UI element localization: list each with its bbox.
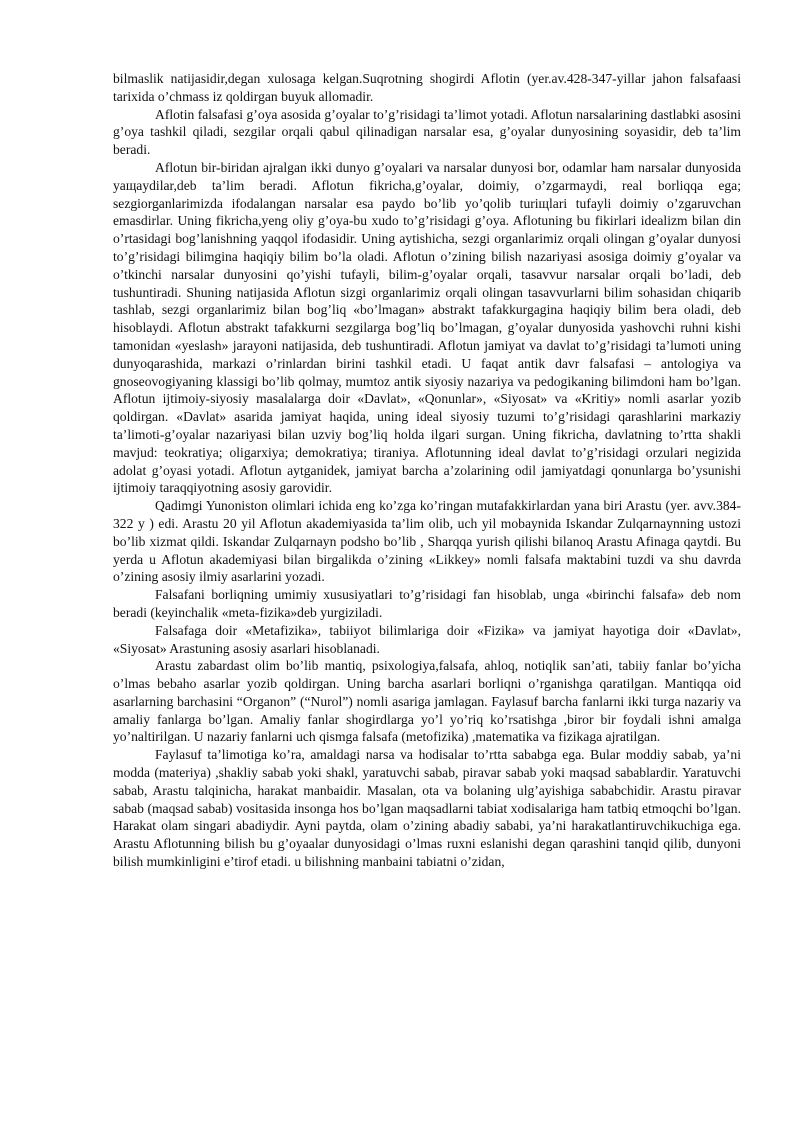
paragraph-1: bilmaslik natijasidir,degan xulosaga kelgan.Suqrotning shogirdi Aflotin (yer.av.428-347-yillar jahon falsafaasi tarixida o’chmass iz qoldirgan buyuk allomadir. bbox=[113, 71, 741, 104]
paragraph-4: Qadimgi Yunoniston olimlari ichida eng ko’zga ko’ringan mutafakkirlardan yana biri Arastu (yer. avv.384-322 y ) edi. Arastu 20 yil Aflotun akademiyasida ta’lim olib, uch yil mobaynida Iskandar Zulqarnaynning ustozi bo’lib xizmat qildi. Iskandar Zulqarnayn podsho bo’lib , Sharqqa yurish qilishi bilanoq Arastu Afinaga qaytdi. Bu yerda u Aflotun akademiyasi bilan birgalikda o’zining «Likkey» nomli falsafa maktabini tuzdi va shu davrda o’zining asosiy ilmiy asarlarini yozadi. bbox=[113, 498, 741, 585]
paragraph-8: Faylasuf ta’limotiga ko’ra, amaldagi narsa va hodisalar to’rtta sababga ega. Bular moddiy sabab, ya’ni modda (materiya) ,shakliy sabab yoki shakl, yaratuvchi sabab, piravar sabab yoki maqsad sabablardir. Yaratuvchi sabab, Arastu talqinicha, harakat manbaidir. Masalan, ota va bolaning ulg’ayishiga sababchidir. Arastu piravar sabab (maqsad sabab) vositasida insonga hos bo’lgan maqsadlarni tabiat xodisalariga ham tatbiq etmoqchi bo’lgan. Harakat olam singari abadiydir. Ayni paytda, olam o’zining abadiy sababi, ya’ni harakatlantiruvchikuchiga ega. Arastu Aflotunning bilish bu g’oyaalar dunyosidagi o’lmas ruxni eslanishi degan qarashini tanqid qilib, dunyoni bilish mumkinligini e’tirof etadi. u bilishning manbaini tabiatni o’zidan, bbox=[113, 747, 741, 870]
paragraph-7: Arastu zabardast olim bo’lib mantiq, psixologiya,falsafa, ahloq, notiqlik san’ati, tabiiy fanlar bo’yicha o’lmas bebaho asarlar yozib qoldirgan. Uning barcha asarlari borliqni o’rganishga qaratilgan. Mantiqqa oid asarlarning barchasini “Organon” (“Nurol”) nomli asariga jamlagan. Faylasuf barcha fanlarni ikki turga nazariy va amaliy fanlarga bo’lgan. Amaliy fanlar shogirdlarga yo’l yo’riq ko’rsatishga ,biror bir foydali ishni amalga yo’naltirilgan. U nazariy fanlarni uch qismga falsafa (metofizika) ,matematika va fizikaga ajratilgan. bbox=[113, 658, 741, 745]
paragraph-6: Falsafaga doir «Metafizika», tabiiyot bilimlariga doir «Fizika» va jamiyat hayotiga doir «Davlat», «Siyosat» Arastuning asosiy asarlari hisoblanadi. bbox=[113, 622, 741, 656]
document-page bbox=[113, 70, 741, 871]
paragraph-5: Falsafani borliqning umimiy xususiyatlari to’g’risidagi fan hisoblab, unga «birinchi falsafa» deb nom beradi (keyinchalik «meta-fizika»deb yurgiziladi. bbox=[113, 587, 741, 620]
paragraph-3: Aflotun bir-biridan ajralgan ikki dunyo g’oyalari va narsalar dunyosi bor, odamlar ham narsalar dunyosida yaщaydilar,deb ta’lim beradi. Aflotun fikricha,g’oyalar, doimiy, o’zgarmaydi, real borliqqa ega; sezgiorganlarimizda ifodalangan narsalar esa paydo bo’lib yo’qolib turiщlari tufayli doimiy o’zgaruvchan emasdirlar. Uning fikricha,yeng oliy g’oya-bu xudo to’g’risidagi g’oya. Aflotuning bu fikirlari idealizm bilan din o’rtasidagi bog’lanishning yaqqol ifodasidir. Uning aytishicha, sezgi organlarimiz orqali olingan g’oyalar dunyosi to’g’risidagi bilimgina haqiqiy bilim bo’la oladi. Aflotun o’zining bilish nazariyasi asosiga doimiy g’oyalar va o’tkinchi narsalar dunyosini qo’yishi tufayli, bilim-g’oyalar orqali, tasavvur narsalar orqali bo’ladi, deb tushuntiradi. Shuning natijasida Aflotun sizgi organlarimiz orqali olingan tasavvurlarni bilim sohasidan chiqarib tashlab, sezgi organlarimiz bilan bog’liq «bo’lmagan» abstrakt tafakkurgagina haqiqiy bilim bera oladi, deb hisoblaydi. Aflotun abstrakt tafakkurni sezgilarga bog’liq bo’lmagan, g’oyalar dunyosida yashovchi ruhni kishi tamonidan «yeslash» jarayoni natijasida, deb tushuntiradi. Aflotun jamiyat va davlat to’g’risidagi ta’lumoti uning dunyoqarashida, markazi o’rinlardan birini tashkil etadi. U faqat antik davr falsafasi – antologiya va gnoseovogiyaning klassigi bo’lib qolmay, mumtoz antik siyosiy nazariya va pedogikaning bilimdoni ham bo’lgan. Aflotun ijtimoiy-siyosiy masalalarga doir «Davlat», «Qonunlar», «Siyosat» va «Kritiy» nomli asarlar yozib qoldirgan. «Davlat» asarida jamiyat haqida, uning ideal siyosiy tuzumi to’g’risidagi qarashlarini markaziy ta’limoti-g’oyalar nazariyasi bilan uzviy bog’liq holda ilgari surgan. Uning fikricha, davlatning to’rtta shakli mavjud: teokratiya; oligarxiya; demokratiya; tiraniya. Aflotunning ideal davlat to’g’risidagi orzulari negizida adolat g’oyasi yotadi. Aflotun aytganidek, jamiyat barcha a’zolarining odil jamiyatdagi qonunlarga bo’ysunishi ijtimoiy taraqqiyotning asosiy garovidir. bbox=[113, 159, 741, 496]
paragraph-2: Aflotin falsafasi g’oya asosida g’oyalar to’g’risidagi ta’limot yotadi. Aflotun narsalarining dastlabki asosini g’oya tashkil qiladi, sezgilar orqali qabul qilinadigan narsalar esa, g’oyalar dunyosining soyasidir, deb ta’lim beradi. bbox=[113, 106, 741, 158]
